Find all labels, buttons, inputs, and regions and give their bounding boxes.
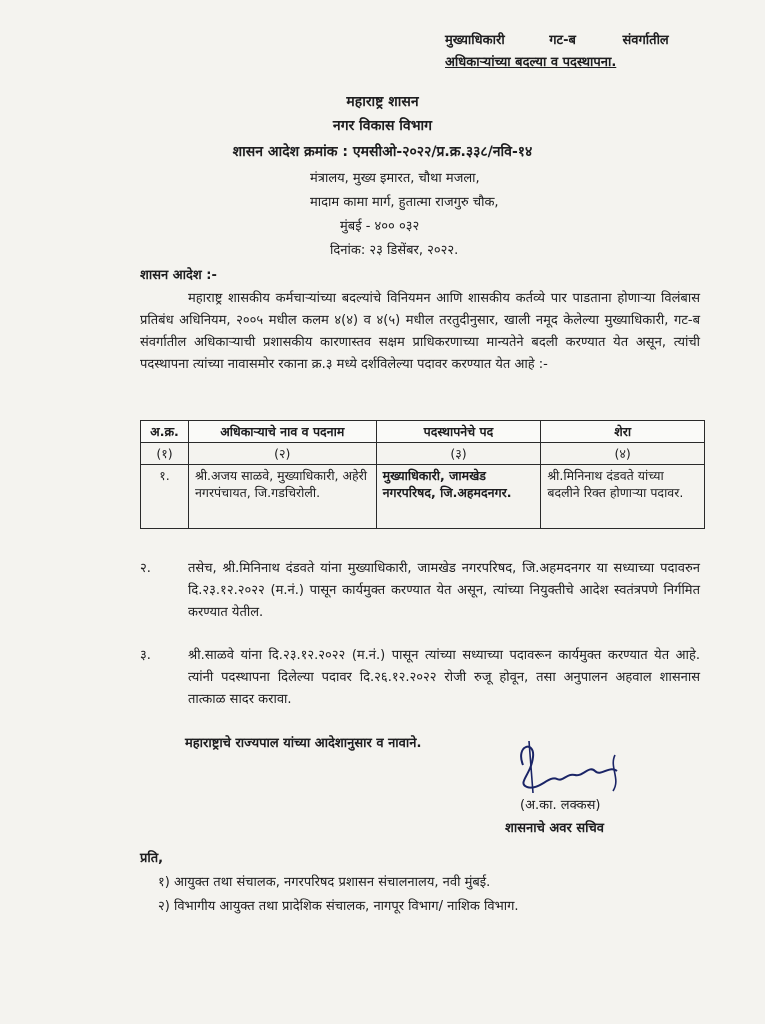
table-header-cell: पदस्थापनेचे पद xyxy=(376,421,541,443)
copy-to-item: २) विभागीय आयुक्त तथा प्रादेशिक संचालक, नागपूर विभाग/ नाशिक विभाग. xyxy=(158,899,519,914)
address-line-3: मुंबई - ४०० ०३२ xyxy=(340,219,420,234)
table-header-row xyxy=(141,421,705,443)
signatory-name: (अ.का. लक्कस) xyxy=(520,798,601,813)
government-name: महाराष्ट्र शासन xyxy=(346,94,419,110)
table-number-row xyxy=(141,443,705,465)
copy-to-item: १) आयुक्त तथा संचालक, नगरपरिषद प्रशासन संचालनालय, नवी मुंबई. xyxy=(158,875,491,890)
paragraph-3-number: ३. xyxy=(140,648,151,663)
subject-line-2: अधिकाऱ्यांच्या बदल्या व पदस्थापना. xyxy=(445,55,617,70)
table-row xyxy=(141,465,705,529)
table-header-cell: अधिकाऱ्याचे नाव व पदनाम xyxy=(188,421,376,443)
paragraph-3: श्री.साळवे यांना दि.२३.१२.२०२२ (म.नं.) पासून त्यांच्या सध्याच्या पदावरून कार्यमुक्त करण्यात येत आहे. त्यांनी पदस्थापना दिलेल्या पदावर दि.२६.१२.२०२२ रोजी रुजू होवून, तसा अनुपालन अहवाल शासनास तात्काळ सादर करावा. xyxy=(188,648,700,707)
table-number-cell: (१) xyxy=(141,443,189,465)
table-number-cell: (२) xyxy=(188,443,376,465)
order-heading: शासन आदेश :- xyxy=(140,268,217,283)
paragraph-1: महाराष्ट्र शासकीय कर्मचाऱ्यांच्या बदल्यांचे विनियमन आणि शासकीय कर्तव्ये पार पाडताना होणाऱ्या विलंबास प्रतिबंध अधिनियम, २००५ मधील कलम ४(४) व ४(५) मधील तरतुदीनुसार, खाली नमूद केलेल्या मुख्याधिकारी, गट-ब संवर्गातील अधिकाऱ्याची प्रशासकीय कारणास्तव सक्षम प्राधिकरणाच्या मान्यतेने बदली करण्यात येत असून, त्यांची पदस्थापना त्यांच्या नावासमोर रकाना क्र.३ मध्ये दर्शविलेल्या पदावर करण्यात येत आहे :- xyxy=(140,291,700,372)
order-date: दिनांक: २३ डिसेंबर, २०२२. xyxy=(330,243,459,258)
row-posting: मुख्याधिकारी, जामखेड नगरपरिषद, जि.अहमदनगर. xyxy=(376,465,541,529)
department-name: नगर विकास विभाग xyxy=(332,118,433,134)
subject-word-3: संवर्गातील xyxy=(622,33,669,48)
copy-to-label: प्रति, xyxy=(140,851,164,866)
signatory-designation: शासनाचे अवर सचिव xyxy=(505,821,604,836)
transfer-table xyxy=(140,420,705,529)
row-officer-name: श्री.अजय साळवे, मुख्याधिकारी, अहेरी नगरपंचायत, जि.गडचिरोली. xyxy=(188,465,376,529)
row-remark: श्री.मिनिनाथ दंडवते यांच्या बदलीने रिक्त होणाऱ्या पदावर. xyxy=(541,465,705,529)
address-line-2: मादाम कामा मार्ग, हुतात्मा राजगुरु चौक, xyxy=(310,195,499,210)
subject-line-1 xyxy=(445,30,669,48)
order-number: शासन आदेश क्रमांक : एमसीओ-२०२२/प्र.क्र.३३८/नवि-१४ xyxy=(232,144,533,160)
row-serial: १. xyxy=(141,465,189,529)
subject-word-1: मुख्याधिकारी xyxy=(445,33,505,48)
table-header-cell: अ.क्र. xyxy=(141,421,189,443)
table-number-cell: (३) xyxy=(376,443,541,465)
closing-statement: महाराष्ट्राचे राज्यपाल यांच्या आदेशानुसार व नावाने. xyxy=(185,736,422,751)
address-line-1: मंत्रालय, मुख्य इमारत, चौथा मजला, xyxy=(310,171,480,186)
table-number-cell: (४) xyxy=(541,443,705,465)
table-header-cell: शेरा xyxy=(541,421,705,443)
paragraph-2: तसेच, श्री.मिनिनाथ दंडवते यांना मुख्याधिकारी, जामखेड नगरपरिषद, जि.अहमदनगर या सध्याच्या पदावरुन दि.२३.१२.२०२२ (म.नं.) पासून कार्यमुक्त करण्यात येत असून, त्यांच्या नियुक्तीचे आदेश स्वतंत्रपणे निर्गमित करण्यात येतील. xyxy=(188,561,700,620)
subject-word-2: गट-ब xyxy=(549,33,576,48)
paragraph-2-number: २. xyxy=(140,561,151,576)
